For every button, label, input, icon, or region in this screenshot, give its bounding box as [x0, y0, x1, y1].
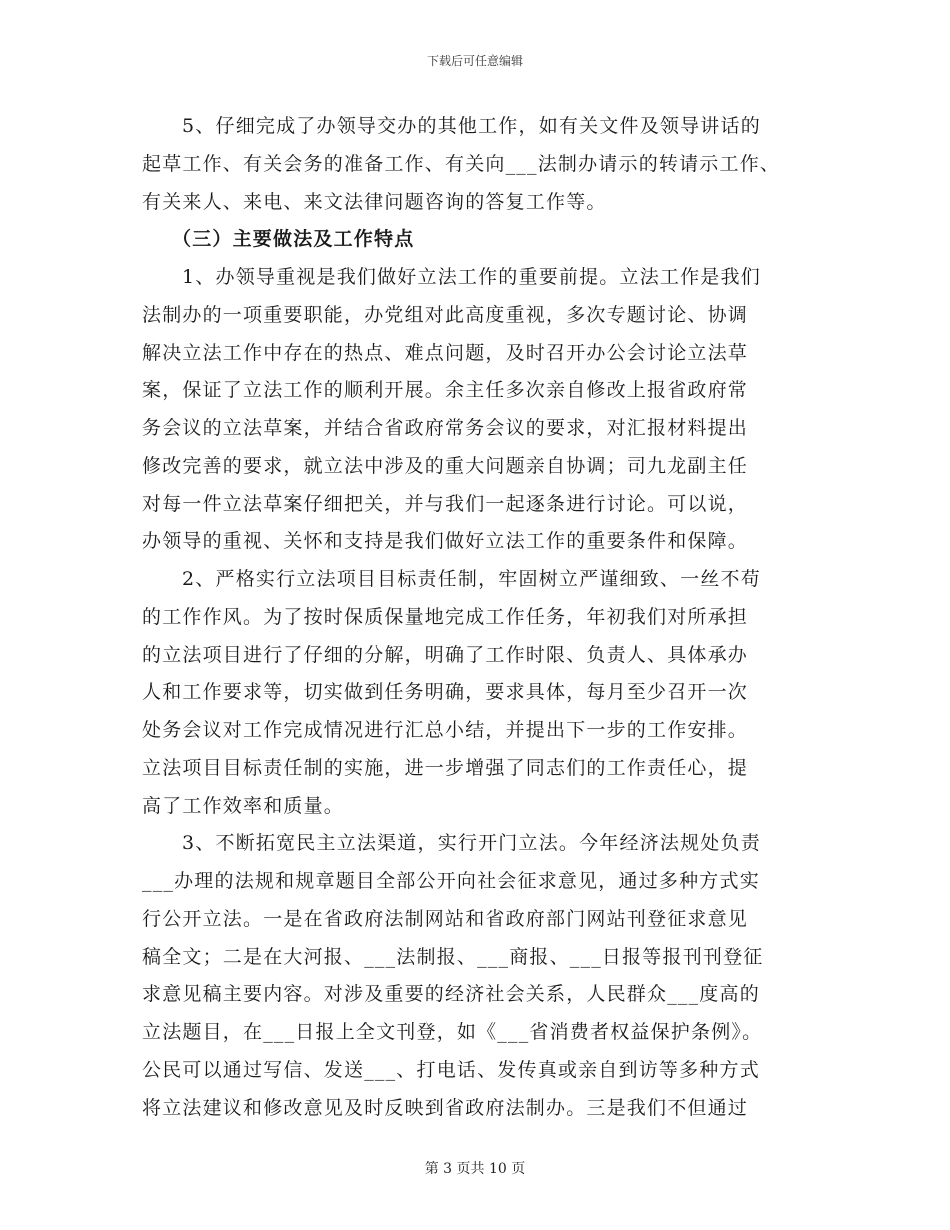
text-line-18: 立法项目目标责任制的实施，进一步增强了同志们的工作责任心，提: [142, 756, 749, 779]
text-line-14: 的工作作风。为了按时保质保量地完成工作任务，年初我们对所承担: [142, 605, 749, 628]
section-heading: （三）主要做法及工作特点: [172, 228, 415, 251]
text-line-17: 处务会议对工作完成情况进行汇总小结，并提出下一步的工作安排。: [142, 719, 749, 741]
document-body: [142, 108, 818, 1127]
text-line-7: 解决立法工作中存在的热点、难点问题，及时召开办公会讨论立法草: [142, 341, 749, 364]
text-line-11: 对每一件立法草案仔细把关，并与我们一起逐条进行讨论。可以说，: [142, 492, 749, 515]
text-line-9: 务会议的立法草案，并结合省政府常务会议的要求，对汇报材料提出: [142, 417, 749, 439]
page-footer: 第 3 页共 10 页: [424, 1161, 526, 1177]
text-line-27: 将立法建议和修改意见及时反映到省政府法制办。三是我们不但通过: [142, 1096, 749, 1119]
text-line-1: 5、仔细完成了办领导交办的其他工作，如有关文件及领导讲话的: [182, 115, 761, 137]
text-line-13: 2、严格实行立法项目目标责任制，牢固树立严谨细致、一丝不苟: [182, 568, 761, 590]
text-line-24: 求意见稿主要内容。对涉及重要的经济社会关系，人民群众___度高的: [142, 983, 760, 1006]
text-line-8: 案，保证了立法工作的顺利开展。余主任多次亲自修改上报省政府常: [142, 379, 749, 402]
text-line-15: 的立法项目进行了仔细的分解，明确了工作时限、负责人、具体承办: [142, 643, 749, 666]
text-line-16: 人和工作要求等，切实做到任务明确，要求具体，每月至少召开一次: [142, 681, 749, 704]
text-line-23: 稿全文；二是在大河报、___法制报、___商报、___日报等报刊刊登征: [142, 945, 764, 968]
text-line-25: 立法题目，在___日报上全文刊登，如《___省消费者权益保护条例》。: [142, 1021, 763, 1043]
text-line-21: ___办理的法规和规章题目全部公开向社会征求意见，通过多种方式实: [142, 870, 760, 892]
text-line-10: 修改完善的要求，就立法中涉及的重大问题亲自协调；司九龙副主任: [142, 454, 749, 477]
text-line-26: 公民可以通过写信、发送___、打电话、发传真或亲自到访等多种方式: [142, 1058, 760, 1081]
text-line-6: 法制办的一项重要职能，办党组对此高度重视，多次专题讨论、协调: [142, 303, 749, 326]
text-line-20: 3、不断拓宽民主立法渠道，实行开门立法。今年经济法规处负责: [182, 832, 761, 855]
text-line-19: 高了工作效率和质量。: [142, 794, 345, 817]
text-line-5: 1、办领导重视是我们做好立法工作的重要前提。立法工作是我们: [182, 266, 761, 288]
text-line-2: 起草工作、有关会务的准备工作、有关向___法制办请示的转请示工作、: [142, 152, 781, 175]
text-line-22: 行公开立法。一是在省政府法制网站和省政府部门网站刊登征求意见: [142, 907, 749, 930]
page-header: 下载后可任意编辑: [426, 54, 523, 68]
text-line-12: 办领导的重视、关怀和支持是我们做好立法工作的重要条件和保障。: [142, 530, 749, 553]
text-line-3: 有关来人、来电、来文法律问题咨询的答复工作等。: [142, 190, 607, 213]
